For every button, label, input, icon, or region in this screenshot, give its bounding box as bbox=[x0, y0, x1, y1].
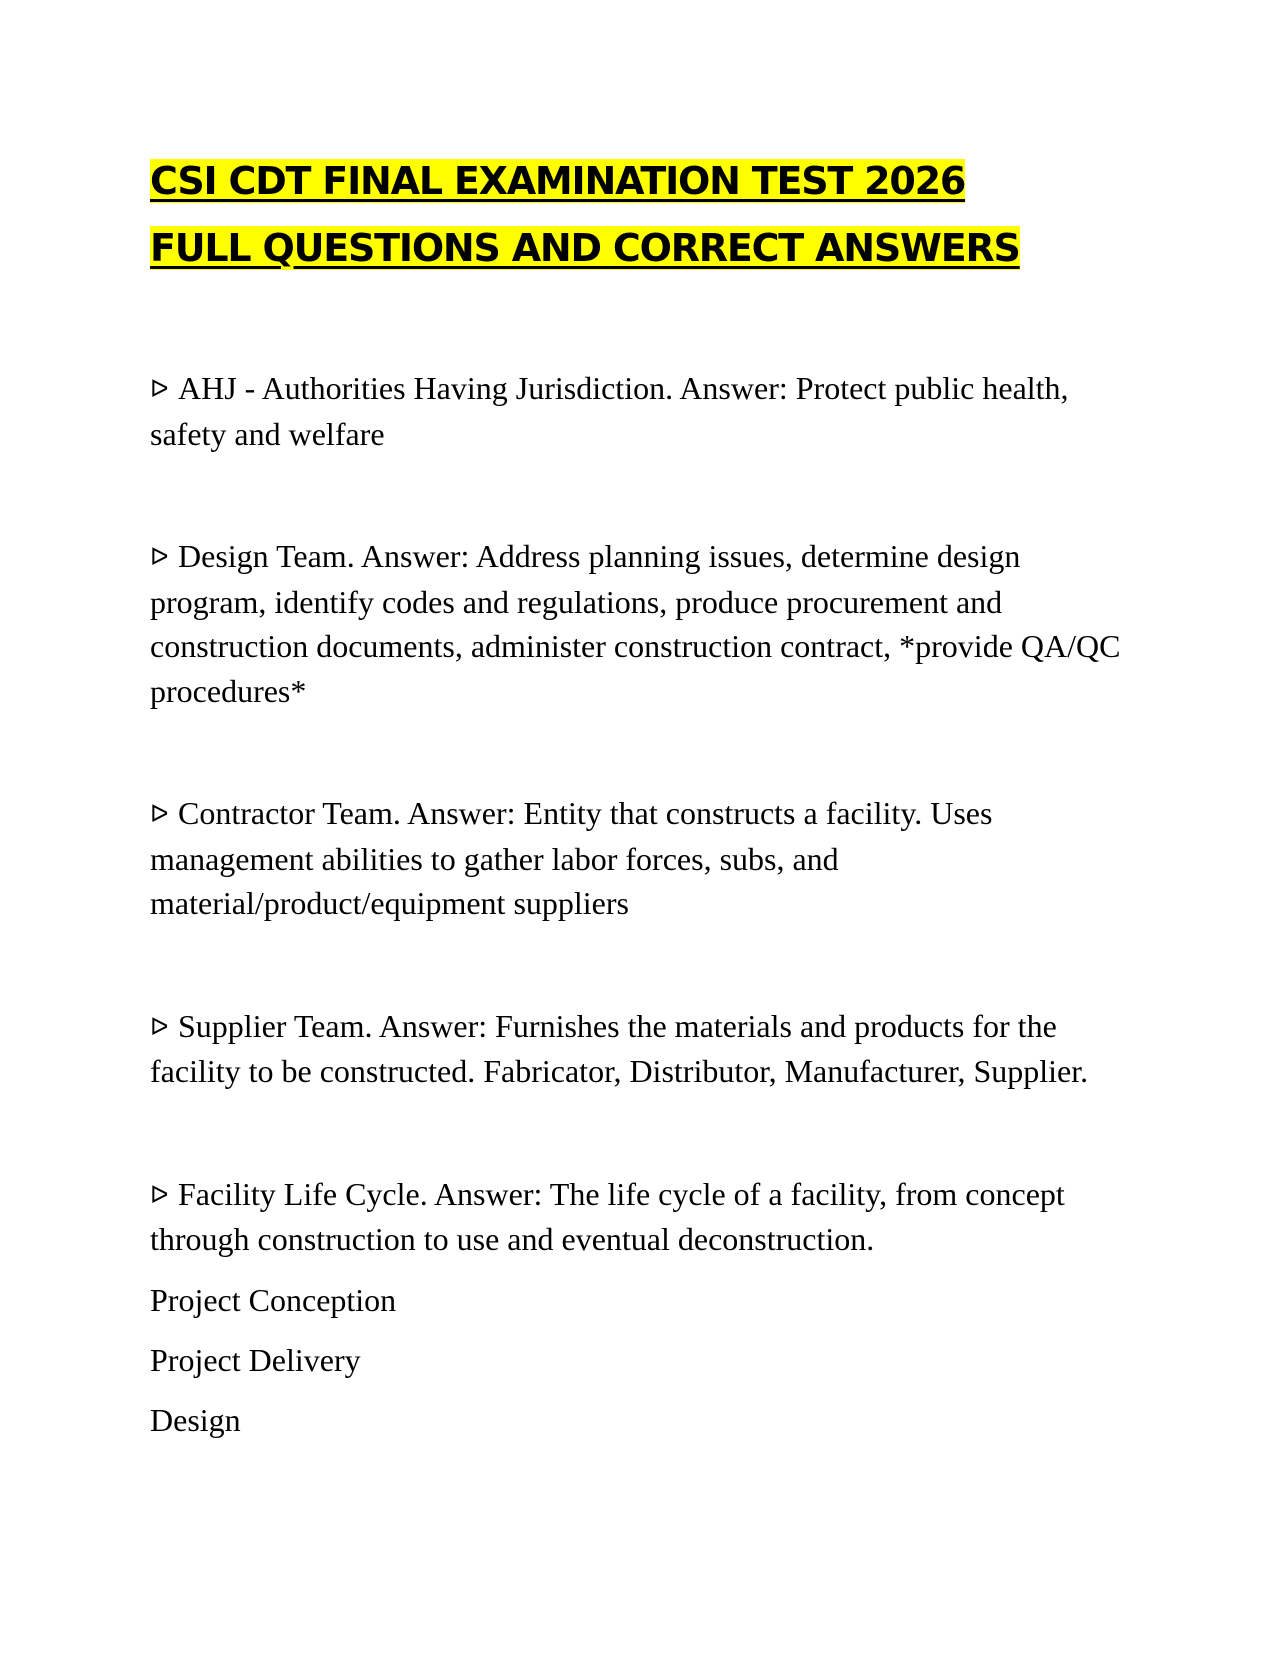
triangle-bullet-icon: ᐅ bbox=[150, 1180, 169, 1209]
qa-item-design-team bbox=[150, 534, 1130, 713]
qa-text: AHJ - Authorities Having Jurisdiction. Answer: Protect public health, safety and welfare bbox=[150, 370, 1069, 452]
triangle-bullet-icon: ᐅ bbox=[150, 800, 169, 828]
triangle-bullet-icon: ᐅ bbox=[150, 1012, 169, 1041]
life-cycle-stage: Design bbox=[150, 1401, 241, 1438]
document-title bbox=[150, 148, 1130, 282]
qa-text: Contractor Team. Answer: Entity that constructs a facility. Uses management abilities to gather labor forces, subs, and material/product/equipment suppliers bbox=[150, 795, 993, 921]
qa-text: Design Team. Answer: Address planning issues, determine design program, identify codes and regulations, produce procurement and construction documents, administer construction contract, *provide QA/QC procedures* bbox=[150, 538, 1121, 709]
qa-item-facility-life-cycle bbox=[150, 1172, 1130, 1262]
qa-text: Supplier Team. Answer: Furnishes the materials and products for the facility to be constructed. Fabricator, Distributor, Manufacturer, Supplier. bbox=[150, 1007, 1089, 1089]
life-cycle-stage: Project Delivery bbox=[150, 1341, 361, 1378]
triangle-bullet-icon: ᐅ bbox=[150, 543, 169, 571]
life-cycle-stage: Project Conception bbox=[150, 1281, 397, 1318]
document-page bbox=[150, 148, 1130, 1442]
qa-item-contractor-team bbox=[150, 791, 1130, 926]
triangle-bullet-icon: ᐅ bbox=[150, 375, 169, 403]
qa-item-supplier-team bbox=[150, 1004, 1130, 1094]
title-line-2: FULL QUESTIONS AND CORRECT ANSWERS bbox=[150, 226, 1020, 270]
qa-text: Facility Life Cycle. Answer: The life cycle of a facility, from concept through construction to use and eventual deconstruction. bbox=[150, 1175, 1065, 1257]
title-line-1: CSI CDT FINAL EXAMINATION TEST 2026 bbox=[150, 159, 966, 203]
qa-item-ahj bbox=[150, 366, 1130, 456]
